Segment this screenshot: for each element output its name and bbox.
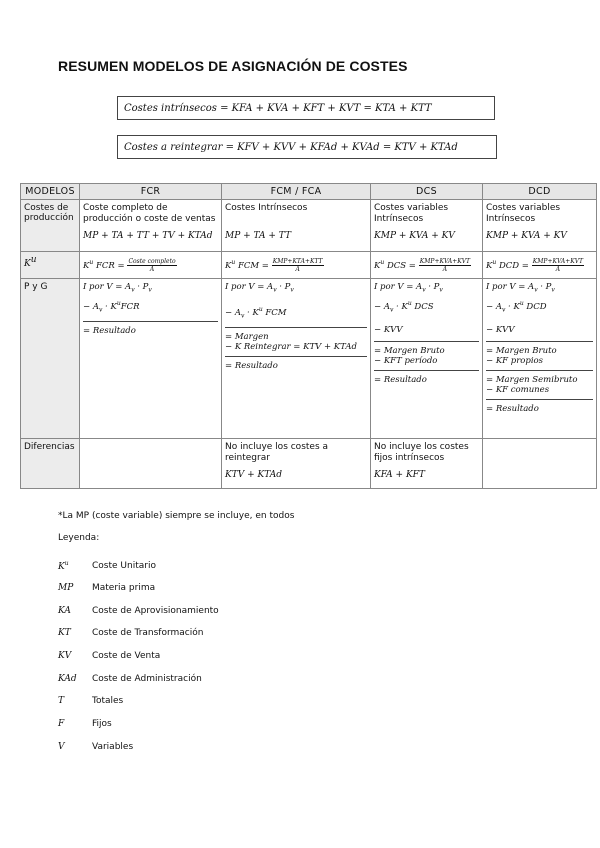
pyg-fcm-resultado: = Resultado: [225, 361, 278, 372]
pyg-fcm-margen: = Margen: [225, 332, 269, 343]
legend-desc: Materia prima: [92, 583, 156, 593]
cell-ku-fcr: [80, 252, 222, 279]
legend-item: [58, 651, 160, 661]
pyg-dcd-rule-1: [486, 341, 593, 342]
costes-fcr-text: Coste completo de producción o coste de ventas: [83, 203, 216, 224]
pyg-dcd-rule-2: [486, 370, 593, 371]
legend-desc: Variables: [92, 742, 134, 752]
legend-item: [58, 560, 156, 572]
legend-symbol: F: [58, 719, 65, 729]
pyg-fcr-rule: [83, 321, 218, 322]
header-dcd: DCD: [483, 184, 597, 200]
legend-desc: Fijos: [92, 719, 112, 729]
pyg-dcs-coste: − $A_v \cdot K^u$ DCS: [374, 299, 434, 314]
dif-dcs-text: No incluye los costes fijos intrínsecos: [374, 442, 469, 463]
header-fcm: FCM / FCA: [222, 184, 371, 200]
pyg-dcs-margen: = Margen Bruto: [374, 346, 445, 357]
legend-desc: Coste de Aprovisionamiento: [92, 606, 219, 616]
pyg-fcm-rule-2: [225, 356, 367, 357]
pyg-fcm-coste: − $A_v \cdot K^u$ FCM: [225, 305, 287, 320]
cell-ku-dcd: [483, 252, 597, 279]
cell-dif-dcd: [483, 439, 597, 489]
legend-symbol: KT: [58, 628, 71, 638]
pyg-fcm-rule-1: [225, 327, 367, 328]
pyg-dcd-kf-comunes: − KF comunes: [486, 385, 550, 396]
row-ku: [21, 252, 597, 279]
ku-fcr-lhs: FCR =: [95, 260, 125, 271]
header-modelos: MODELOS: [21, 184, 80, 200]
footnote: *La MP (coste variable) siempre se incluye, en todos: [58, 511, 295, 521]
legend-desc: Totales: [92, 696, 124, 706]
legend-symbol: MP: [58, 583, 74, 593]
ku-dcs-k: $K^u$: [374, 258, 385, 271]
legend-item: [58, 628, 203, 638]
row-costes: [21, 200, 597, 252]
pyg-fcr-resultado: = Resultado: [83, 326, 136, 337]
pyg-fcr-ingreso: I por $V = A_v \cdot P_v$: [83, 282, 152, 294]
legend-item: [58, 742, 133, 752]
costes-dcs-formula: KMP + KVA + KV: [374, 231, 455, 241]
formula-costes-intrinsecos: Costes intrínsecos = KFA + KVA + KFT + KVT = KTA + KTT: [117, 96, 495, 120]
ku-dcd-lhs: DCD =: [498, 260, 529, 271]
pyg-dcd-coste: − $A_v \cdot K^u$ DCD: [486, 299, 547, 314]
legend-symbol: KAd: [58, 674, 77, 684]
ku-fcm-fraction: $\frac{\text{KMP+KTA+KTT}}{A}$: [272, 257, 323, 273]
formula-costes-reintegrar: Costes a reintegrar = KFV + KVV + KFAd + KVAd = KTV + KTAd: [117, 135, 497, 159]
ku-dcd-k: $K^u$: [486, 258, 497, 271]
pyg-fcr-coste: − $A_v \cdot K^uFCR$: [83, 299, 140, 314]
pyg-dcs-kft: − KFT período: [374, 356, 438, 367]
dif-dcs-formula: KFA + KFT: [374, 470, 425, 480]
pyg-fcm-ingreso: I por $V = A_v \cdot P_v$: [225, 282, 294, 294]
pyg-dcd-kf-propios: − KF propios: [486, 356, 544, 367]
pyg-dcs-kvv: − KVV: [374, 325, 403, 336]
legend-desc: Coste de Administración: [92, 674, 202, 684]
cell-dif-fcm: [222, 439, 371, 489]
cell-ku-fcm: [222, 252, 371, 279]
row-label-costes: Costes de producción: [21, 200, 80, 252]
pyg-dcs-rule-1: [374, 341, 479, 342]
row-diferencias: [21, 439, 597, 489]
page-title: RESUMEN MODELOS DE ASIGNACIÓN DE COSTES: [58, 58, 408, 74]
cell-pyg-dcs: [371, 279, 483, 439]
legend-symbol: KA: [58, 606, 71, 616]
legend-symbol: V: [58, 742, 65, 752]
costes-fcm-text: Costes Intrínsecos: [225, 203, 308, 213]
row-pyg: [21, 279, 597, 439]
legend-item: [58, 583, 155, 593]
pyg-dcd-kvv: − KVV: [486, 325, 515, 336]
legend-desc: Coste Unitario: [92, 561, 156, 571]
ku-fcm-lhs: FCM =: [237, 260, 269, 271]
costes-dcd-text: Costes variables Intrínsecos: [486, 203, 561, 224]
legend-item: [58, 719, 112, 729]
pyg-dcs-ingreso: I por $V = A_v \cdot P_v$: [374, 282, 443, 294]
legend-symbol: KV: [58, 651, 72, 661]
row-label-ku: [21, 252, 80, 279]
pyg-dcs-resultado: = Resultado: [374, 375, 427, 386]
cell-pyg-fcm: [222, 279, 371, 439]
costes-dcs-text: Costes variables Intrínsecos: [374, 203, 449, 224]
cell-pyg-fcr: [80, 279, 222, 439]
cell-costes-dcs: [371, 200, 483, 252]
ku-label-k: K: [24, 259, 31, 269]
cell-costes-fcr: [80, 200, 222, 252]
ku-dcs-fraction: $\frac{\text{KMP+KVA+KVT}}{A}$: [419, 257, 471, 273]
cell-dif-dcs: [371, 439, 483, 489]
ku-label-sup: u: [30, 255, 37, 265]
legend-item: [58, 674, 202, 684]
header-row: [21, 184, 597, 200]
costes-fcm-formula: MP + TA + TT: [225, 231, 291, 241]
row-label-pyg: P y G: [21, 279, 80, 439]
dif-fcm-formula: KTV + KTAd: [225, 470, 282, 480]
cell-dif-fcr: [80, 439, 222, 489]
legend-desc: Coste de Venta: [92, 651, 161, 661]
models-table: [20, 183, 597, 489]
cell-costes-dcd: [483, 200, 597, 252]
ku-dcd-fraction: $\frac{\text{KMP+KVA+KVT}}{A}$: [532, 257, 584, 273]
legend-symbol: T: [58, 696, 65, 706]
pyg-dcd-rule-3: [486, 399, 593, 400]
costes-fcr-formula: MP + TA + TT + TV + KTAd: [83, 231, 213, 241]
legend-symbol: $K^u$: [58, 560, 69, 572]
pyg-dcd-ingreso: I por $V = A_v \cdot P_v$: [486, 282, 555, 294]
pyg-dcd-margen: = Margen Bruto: [486, 346, 557, 357]
costes-dcd-formula: KMP + KVA + KV: [486, 231, 567, 241]
ku-fcr-k: $K^u$: [83, 258, 94, 271]
header-fcr: FCR: [80, 184, 222, 200]
row-label-diferencias: Diferencias: [21, 439, 80, 489]
pyg-dcs-rule-2: [374, 370, 479, 371]
legend-desc: Coste de Transformación: [92, 628, 204, 638]
pyg-dcd-resultado: = Resultado: [486, 404, 539, 415]
cell-pyg-dcd: [483, 279, 597, 439]
pyg-dcd-semibruto: = Margen Semibruto: [486, 375, 578, 386]
header-dcs: DCS: [371, 184, 483, 200]
cell-ku-dcs: [371, 252, 483, 279]
ku-fcm-k: $K^u$: [225, 258, 236, 271]
ku-fcr-fraction: $\frac{\text{Coste completo}}{A}$: [128, 257, 176, 273]
legend-item: [58, 696, 123, 706]
legend-item: [58, 606, 219, 616]
cell-costes-fcm: [222, 200, 371, 252]
dif-fcm-text: No incluye los costes a reintegrar: [225, 442, 329, 463]
pyg-fcm-reintegrar: − K Reintegrar = KTV + KTAd: [225, 342, 357, 353]
ku-dcs-lhs: DCS =: [386, 260, 416, 271]
legend-title: Leyenda:: [58, 533, 100, 543]
